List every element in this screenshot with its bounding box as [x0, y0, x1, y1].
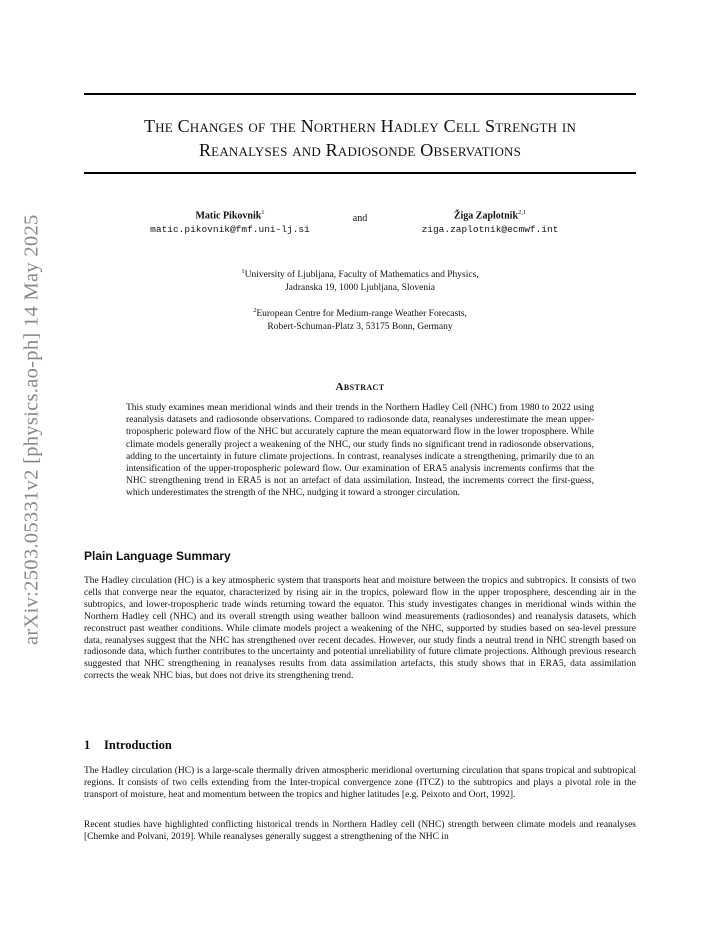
- authors-conjunction: and: [352, 213, 368, 224]
- paper-title: [84, 114, 636, 162]
- author-affiliation-mark: 1: [261, 209, 265, 216]
- author-affiliation-mark: 2,1: [518, 209, 527, 216]
- title-line-2: Reanalyses and Radiosonde Observations: [198, 140, 522, 160]
- abstract-text: This study examines mean meridional winds and their trends in the Northern Hadley Cell (NHC) from 1980 to 2022 using reanalysis datasets and radiosonde observations. Compared to radiosonde data, reanalyses underestimate the mean upper-tropospheric poleward flow of the NHC but accurately capture the mean equatorward flow in the lower troposphere. While climate models generally project a weakening of the NHC, our study finds no significant trend in radiosonde observations, adding to the uncertainty in future climate projections. In contrast, reanalyses indicate a strengthening, primarily due to an intensification of the upper-tropospheric poleward flow. Our examination of ERA5 analysis increments confirms that the NHC strengthening trend in ERA5 is not an artefact of data assimilation. Instead, the increments correct the first-guess, which underestimates the strength of the NHC, nudging it toward a stronger circulation.: [126, 403, 594, 499]
- abstract-heading: Abstract: [335, 381, 385, 393]
- author-name: Žiga Zaplotnik: [453, 210, 519, 222]
- author-2: [385, 206, 595, 237]
- plain-language-summary-text: The Hadley circulation (HC) is a key atmospheric system that transports heat and moisture between the tropics and subtropics. It consists of two cells that converge near the equator, characterized by rising air in the tropics, poleward flow in the upper troposphere, descending air in the subtropics, and lower-tropospheric trade winds returning toward the equator. This study investigates changes in meridional winds within the Northern Hadley cell (NHC) and its overall strength using weather balloon wind measurements (radiosondes) and reanalysis datasets, which reconstruct past weather conditions. While climate models project a weakening of the NHC, supported by studies based on sea-level pressure data, reanalyses suggest that the NHC has strengthened over recent decades. However, our study finds a neutral trend in NHC strength based on radiosonde data, which further contributes to the uncertainty and potential unreliability of future climate projections. Although previous research suggested that NHC strengthening in reanalyses results from data assimilation artefacts, this study shows that in ERA5, data assimilation corrects the weak NHC bias, but does not drive its strengthening trend.: [84, 576, 636, 682]
- introduction-paragraph-2: Recent studies have highlighted conflicting historical trends in Northern Hadley cell (NHC) strength between climate models and reanalyses [Chemke and Polvani, 2019]. While reanalyses generally suggest a strengthening of the NHC in: [84, 820, 636, 842]
- title-line-1: The Changes of the Northern Hadley Cell Strength in: [143, 116, 577, 136]
- affiliation-2: $^2$European Centre for Medium-range Weather Forecasts, Robert-Schuman-Platz 3, 53175 Bonn, Germany: [253, 307, 467, 333]
- section-title: Introduction: [104, 738, 172, 752]
- introduction-heading: [84, 738, 172, 753]
- author-email[interactable]: matic.pikovnik@fmf.uni-lj.si: [150, 224, 310, 236]
- introduction-paragraph-1: The Hadley circulation (HC) is a large-scale thermally driven atmospheric meridional overturning circulation that spans tropical and subtropical regions. It consists of two cells extending from the Inter-tropical convergence zone (ITCZ) to the subtropics and plays a pivotal role in the transport of moisture, heat and momentum between the tropics and higher latitudes [e.g. Peixoto and Oort, 1992].: [84, 766, 636, 800]
- author-name: Matic Pikovnik: [195, 210, 262, 222]
- arxiv-identifier: arXiv:2503.05331v2 [physics.ao-ph] 14 May 2025: [20, 214, 43, 645]
- plain-language-summary-heading: Plain Language Summary: [84, 549, 231, 563]
- arxiv-sidebar: [8, 215, 56, 645]
- author-email[interactable]: ziga.zaplotnik@ecmwf.int: [421, 224, 559, 236]
- title-top-rule: [84, 93, 636, 95]
- title-bottom-rule: [84, 172, 636, 174]
- author-1: [130, 206, 330, 237]
- section-number: 1: [84, 738, 91, 752]
- affiliation-1: $^1$University of Ljubljana, Faculty of Mathematics and Physics, Jadranska 19, 1000 Ljubljana, Slovenia: [241, 268, 479, 294]
